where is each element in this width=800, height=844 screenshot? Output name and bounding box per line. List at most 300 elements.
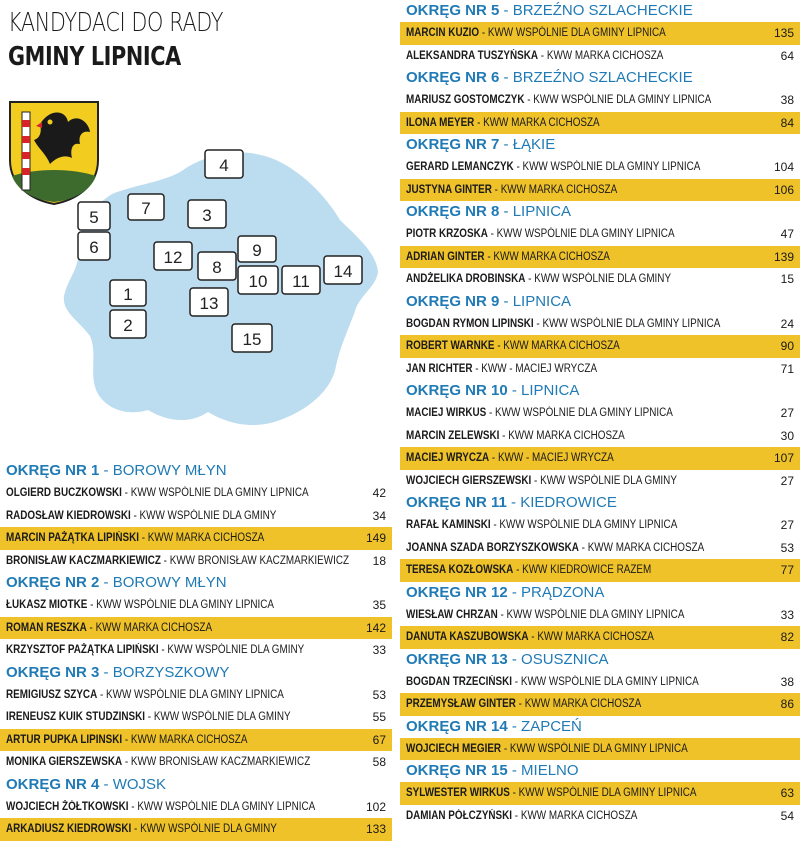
candidate-votes: 54 [780, 808, 794, 823]
district-heading [400, 492, 800, 514]
candidate-votes: 104 [773, 160, 794, 174]
name-separator: - [490, 519, 500, 531]
district-heading [400, 201, 800, 223]
candidate-text [406, 782, 697, 805]
map-label-14: 14 [333, 262, 353, 281]
candidate-row [0, 594, 392, 617]
district-list-left [0, 460, 392, 841]
district-separator: - [99, 663, 113, 681]
candidate-votes: 33 [372, 643, 386, 657]
candidate-row [0, 818, 392, 841]
candidate-committee: KWW - MACIEJ WRYCZA [497, 452, 614, 464]
name-separator: - [513, 161, 523, 173]
name-separator: - [472, 362, 482, 375]
candidate-name: ILONA MEYER [406, 116, 475, 129]
candidate-text [406, 693, 641, 716]
district-number: OKRĘG NR 3 [6, 663, 100, 681]
candidate-votes: 24 [780, 316, 794, 331]
candidate-row [400, 805, 800, 828]
title-line-1: KANDYDACI DO RADY [8, 8, 224, 38]
candidate-votes: 84 [780, 115, 794, 130]
district-separator: - [507, 717, 522, 735]
district-number: OKRĘG NR 10 [406, 382, 508, 399]
candidate-votes: 38 [780, 674, 794, 689]
candidate-text [406, 112, 600, 135]
candidate-committee: KWW MARKA CICHOSZA [483, 116, 600, 129]
candidate-name: JOANNA SZADA BORZYSZKOWSKA [406, 541, 579, 554]
map-label-5: 5 [89, 208, 99, 227]
district-number: OKRĘG NR 12 [406, 583, 508, 601]
map-label-9: 9 [252, 241, 262, 260]
candidate-row [400, 514, 800, 537]
candidate-votes: 53 [780, 540, 794, 555]
district-location: LIPNICA [521, 382, 580, 399]
name-separator: - [484, 250, 494, 263]
name-separator: - [486, 407, 496, 419]
candidate-name: ALEKSANDRA TUSZYŃSKA [406, 49, 539, 62]
name-separator: - [474, 116, 484, 129]
name-separator: - [145, 711, 154, 723]
district-separator: - [499, 2, 513, 19]
candidate-committee: KWW WSPÓLNIE DLA GMINY LIPNICA [499, 519, 678, 531]
map-label-13: 13 [199, 294, 219, 313]
map-label-10: 10 [248, 272, 268, 291]
candidate-text [406, 89, 711, 112]
candidate-votes: 27 [780, 406, 794, 420]
name-separator: - [533, 317, 543, 330]
municipality-map [40, 140, 385, 440]
name-separator: - [497, 608, 507, 621]
candidate-committee: KWW WSPÓLNIE DLA GMINY LIPNICA [509, 742, 688, 755]
district-heading [400, 67, 800, 89]
name-separator: - [515, 698, 525, 710]
district-location: ŁĄKIE [512, 136, 556, 153]
candidate-row [400, 782, 800, 805]
name-separator: - [512, 675, 521, 688]
candidate-name: ARKADIUSZ KIEDROWSKI [6, 823, 132, 835]
candidate-name: ADRIAN GINTER [406, 250, 485, 263]
candidate-committee: KWW WSPÓLNIE DLA GMINY [534, 273, 672, 285]
candidate-text [6, 684, 284, 707]
name-separator: - [491, 183, 501, 196]
candidate-votes: 34 [372, 508, 386, 523]
district-number: OKRĘG NR 1 [6, 462, 100, 479]
candidate-name: WOJCIECH ŻÓŁTKOWSKI [6, 800, 129, 813]
candidate-votes: 82 [780, 630, 794, 644]
candidate-name: ROBERT WARNKE [406, 340, 495, 352]
candidate-name: PIOTR KRZOSKA [406, 228, 488, 240]
candidate-text [406, 179, 617, 202]
district-separator: - [507, 650, 522, 668]
candidate-text [6, 706, 291, 729]
candidate-name: GERARD LEMANCZYK [406, 161, 514, 173]
candidate-row [400, 402, 800, 425]
district-heading [400, 134, 800, 156]
district-location: BOROWY MŁYN [112, 574, 227, 591]
candidate-text [406, 156, 700, 179]
candidate-committee: KWW WSPÓLNIE DLA GMINY LIPNICA [130, 487, 309, 499]
candidate-row [0, 751, 392, 774]
candidate-name: MARCIN PAŻĄTKA LIPIŃSKI [6, 532, 139, 544]
district-location: LIPNICA [512, 203, 572, 220]
candidate-row [400, 447, 800, 470]
district-heading [400, 0, 800, 22]
candidate-committee: KWW MARKA CICHOSZA [503, 340, 620, 352]
district-separator: - [499, 292, 513, 310]
candidate-votes: 64 [780, 48, 794, 63]
candidate-committee: KWW WSPÓLNIE DLA GMINY LIPNICA [487, 27, 666, 39]
district-number: OKRĘG NR 2 [6, 574, 100, 591]
candidate-text [406, 604, 684, 627]
candidate-name: ARTUR PUPKA LIPINSKI [6, 733, 123, 746]
candidate-text [6, 505, 276, 528]
district-number: OKRĘG NR 5 [406, 2, 500, 19]
candidate-name: MONIKA GIERSZEWSKA [6, 756, 123, 768]
map-label-1: 1 [123, 285, 133, 304]
candidate-name: RAFAŁ KAMINSKI [406, 519, 491, 531]
name-separator: - [97, 688, 107, 701]
name-separator: - [160, 554, 170, 567]
candidate-text [406, 22, 666, 45]
candidate-committee: KWW MARKA CICHOSZA [95, 621, 213, 634]
name-separator: - [86, 621, 96, 634]
candidate-text [406, 470, 677, 493]
district-heading [0, 774, 392, 796]
name-separator: - [130, 509, 140, 522]
name-separator: - [512, 809, 521, 822]
candidate-votes: 90 [780, 339, 794, 353]
candidate-name: PRZEMYSŁAW GINTER [406, 698, 516, 710]
candidate-row [400, 425, 800, 448]
candidate-row [0, 796, 392, 819]
district-heading [400, 649, 800, 671]
district-separator: - [99, 462, 113, 479]
district-separator: - [507, 762, 522, 779]
candidate-text [406, 805, 637, 828]
candidate-row [0, 684, 392, 707]
candidate-row [0, 482, 392, 505]
candidate-committee: KWW WSPÓLNIE DLA GMINY [140, 823, 277, 835]
district-separator: - [499, 203, 513, 220]
candidate-row [0, 639, 392, 662]
candidate-text [406, 45, 663, 68]
candidate-votes: 102 [365, 799, 386, 814]
candidate-committee: KWW MARKA CICHOSZA [524, 698, 642, 710]
candidate-text [406, 671, 699, 694]
candidate-text [406, 313, 720, 336]
candidate-text [6, 617, 212, 640]
district-separator: - [506, 494, 521, 511]
candidate-row [400, 156, 800, 179]
district-separator: - [499, 136, 513, 153]
candidate-name: JUSTYNA GINTER [406, 183, 492, 196]
district-location: KIEDROWICE [520, 494, 617, 511]
candidate-votes: 77 [780, 563, 794, 577]
candidate-votes: 106 [773, 182, 794, 197]
candidate-committee: KWW - MACIEJ WRYCZA [481, 362, 598, 375]
district-number: OKRĘG NR 4 [6, 775, 100, 793]
map-label-4: 4 [219, 156, 229, 175]
candidate-row [400, 335, 800, 358]
district-location: WOJSK [112, 775, 167, 793]
candidate-text [6, 639, 304, 662]
name-separator: - [158, 644, 168, 656]
candidate-committee: KWW MARKA CICHOSZA [546, 49, 664, 62]
candidate-name: MACIEJ WRYCZA [406, 452, 490, 464]
candidate-text [6, 818, 277, 841]
district-separator: - [499, 69, 513, 86]
candidate-row [400, 537, 800, 560]
candidate-text [406, 738, 688, 761]
candidate-row [0, 527, 392, 550]
map-label-2: 2 [123, 316, 133, 335]
candidate-name: WOJCIECH MEGIER [406, 742, 502, 755]
district-number: OKRĘG NR 8 [406, 203, 500, 220]
district-heading [400, 582, 800, 604]
candidate-committee: KWW MARKA CICHOSZA [508, 429, 625, 442]
district-separator: - [99, 574, 113, 591]
candidate-votes: 30 [780, 428, 794, 443]
candidate-committee: KWW WSPÓLNIE DLA GMINY [153, 711, 291, 723]
candidate-name: DANUTA KASZUBOWSKA [406, 631, 529, 643]
map-label-8: 8 [212, 258, 222, 277]
map-label-12: 12 [163, 248, 183, 267]
candidate-committee: KWW WSPÓLNIE DLA GMINY LIPNICA [520, 675, 699, 688]
district-list-right [400, 0, 800, 827]
candidate-votes: 139 [773, 249, 794, 264]
candidate-row [0, 617, 392, 640]
candidate-votes: 67 [372, 732, 386, 747]
candidate-row [400, 246, 800, 269]
page-title [8, 6, 308, 74]
name-separator: - [538, 49, 547, 62]
name-separator: - [494, 340, 504, 352]
candidate-committee: KWW WSPÓLNIE DLA GMINY LIPNICA [495, 407, 673, 419]
candidate-votes: 149 [365, 531, 386, 545]
candidate-committee: KWW MARKA CICHOSZA [537, 631, 654, 643]
candidate-row [400, 112, 800, 135]
candidate-votes: 27 [780, 473, 794, 488]
candidate-committee: KWW WSPÓLNIE DLA GMINY LIPNICA [518, 787, 697, 799]
candidate-votes: 33 [780, 607, 794, 622]
candidate-row [0, 550, 392, 573]
district-separator: - [507, 382, 522, 399]
map-label-7: 7 [141, 199, 151, 218]
candidate-name: MACIEJ WIRKUS [406, 407, 487, 419]
name-separator: - [528, 631, 538, 643]
candidate-votes: 27 [780, 518, 794, 532]
name-separator: - [509, 787, 519, 799]
district-location: OSUSZNICA [521, 650, 609, 668]
district-location: PRĄDZONA [521, 583, 605, 601]
candidate-text [6, 751, 310, 774]
candidate-name: MARCIN ZELEWSKI [406, 429, 500, 442]
candidate-row [0, 706, 392, 729]
district-heading [0, 460, 392, 482]
candidate-committee: KWW BRONISŁAW KACZMARKIEWICZ [169, 554, 350, 567]
candidate-name: ŁUKASZ MIOTKE [6, 599, 88, 611]
name-separator: - [501, 742, 510, 755]
candidate-row [400, 313, 800, 336]
candidate-committee: KWW WSPÓLNIE DLA GMINY LIPNICA [137, 800, 316, 813]
candidate-votes: 142 [365, 620, 386, 635]
district-number: OKRĘG NR 6 [406, 69, 500, 86]
title-line-2: GMINY LIPNICA [8, 42, 181, 72]
candidate-votes: 107 [773, 451, 794, 465]
candidate-name: JAN RICHTER [406, 362, 473, 375]
candidate-text [406, 447, 614, 470]
district-location: LIPNICA [512, 292, 572, 310]
candidate-name: MARIUSZ GOSTOMCZYK [406, 94, 525, 106]
name-separator: - [487, 228, 497, 240]
candidate-committee: KWW KIEDROWICE RAZEM [522, 564, 652, 576]
candidate-name: SYLWESTER WIRKUS [406, 787, 510, 799]
candidate-text [6, 594, 274, 617]
district-location: BOROWY MŁYN [112, 462, 227, 479]
candidate-committee: KWW MARKA CICHOSZA [147, 532, 265, 544]
name-separator: - [138, 532, 148, 544]
candidate-row [400, 45, 800, 68]
candidate-votes: 42 [372, 486, 386, 500]
candidate-text [406, 223, 675, 246]
district-location: MIELNO [521, 762, 579, 779]
candidate-committee: KWW WSPÓLNIE DLA GMINY [167, 644, 305, 656]
candidate-votes: 135 [773, 26, 794, 40]
candidate-committee: KWW WSPÓLNIE DLA GMINY LIPNICA [542, 317, 721, 330]
candidate-name: REMIGIUSZ SZYCA [6, 688, 98, 701]
candidate-row [400, 179, 800, 202]
candidate-row [400, 693, 800, 716]
candidate-committee: KWW WSPÓLNIE DLA GMINY LIPNICA [533, 94, 712, 106]
candidate-votes: 35 [372, 598, 386, 612]
candidate-name: BRONISŁAW KACZMARKIEWICZ [6, 554, 161, 567]
candidate-text [6, 482, 309, 505]
candidate-votes: 38 [780, 93, 794, 107]
candidate-votes: 133 [365, 822, 386, 836]
district-heading [400, 380, 800, 402]
district-number: OKRĘG NR 11 [406, 494, 507, 511]
candidate-row [400, 626, 800, 649]
map-label-3: 3 [202, 206, 212, 225]
candidate-committee: KWW WSPÓLNIE DLA GMINY LIPNICA [96, 599, 274, 611]
candidate-row [0, 505, 392, 528]
candidate-name: DAMIAN PÓŁCZYŃSKI [406, 809, 513, 822]
name-separator: - [122, 733, 131, 746]
candidate-row [400, 604, 800, 627]
candidate-votes: 55 [372, 710, 386, 724]
candidate-text [406, 559, 651, 582]
district-number: OKRĘG NR 13 [406, 650, 508, 668]
name-separator: - [122, 756, 131, 768]
candidate-committee: KWW MARKA CICHOSZA [587, 541, 705, 554]
district-number: OKRĘG NR 9 [406, 292, 500, 310]
map-label-15: 15 [242, 330, 262, 349]
candidate-committee: KWW WSPÓLNIE DLA GMINY LIPNICA [106, 688, 284, 701]
candidate-committee: KWW MARKA CICHOSZA [500, 183, 618, 196]
candidate-row [400, 470, 800, 493]
candidate-votes: 71 [780, 361, 794, 376]
candidate-name: ANDŻELIKA DROBINSKA [406, 273, 526, 285]
candidate-text [406, 425, 625, 448]
district-location: ZAPCEŃ [521, 717, 582, 735]
candidate-text [6, 796, 315, 819]
candidate-name: BOGDAN RYMON LIPINSKI [406, 317, 534, 330]
candidate-row [400, 223, 800, 246]
district-number: OKRĘG NR 7 [406, 136, 500, 153]
candidate-votes: 18 [372, 553, 386, 568]
candidate-committee: KWW MARKA CICHOSZA [493, 250, 610, 263]
candidate-name: MARCIN KUZIO [406, 27, 480, 39]
candidate-name: TERESA KOZŁOWSKA [406, 564, 514, 576]
name-separator: - [87, 599, 97, 611]
candidate-row [400, 358, 800, 381]
name-separator: - [513, 564, 523, 576]
candidate-committee: KWW MARKA CICHOSZA [520, 809, 638, 822]
district-separator: - [507, 583, 522, 601]
district-location: BORZYSZKOWY [112, 663, 230, 681]
candidate-row [400, 671, 800, 694]
district-heading [400, 760, 800, 782]
candidate-votes: 63 [780, 786, 794, 800]
name-separator: - [578, 541, 588, 554]
candidate-text [406, 268, 671, 291]
candidate-text [406, 402, 673, 425]
district-heading [400, 291, 800, 313]
district-number: OKRĘG NR 14 [406, 717, 508, 735]
candidate-name: RADOSŁAW KIEDROWSKI [6, 509, 131, 522]
candidate-committee: KWW WSPÓLNIE DLA GMINY [139, 509, 277, 522]
candidate-committee: KWW BRONISŁAW KACZMARKIEWICZ [130, 756, 311, 768]
district-location: BRZEŹNO SZLACHECKIE [512, 2, 693, 19]
candidate-row [400, 22, 800, 45]
candidate-votes: 53 [372, 687, 386, 702]
candidate-name: WIESŁAW CHRZAN [406, 608, 498, 621]
candidate-row [0, 729, 392, 752]
candidate-text [6, 527, 264, 550]
district-location: BRZEŹNO SZLACHECKIE [512, 69, 693, 86]
candidate-committee: KWW WSPÓLNIE DLA GMINY [540, 474, 677, 487]
candidate-committee: KWW WSPÓLNIE DLA GMINY LIPNICA [496, 228, 675, 240]
candidate-text [406, 626, 654, 649]
district-number: OKRĘG NR 15 [406, 762, 508, 779]
district-separator: - [99, 775, 113, 793]
name-separator: - [131, 823, 141, 835]
district-heading [400, 716, 800, 738]
name-separator: - [121, 487, 131, 499]
candidate-name: KRZYSZTOF PAŻĄTKA LIPIŃSKI [6, 644, 159, 656]
candidate-text [406, 537, 704, 560]
candidate-row [400, 738, 800, 761]
candidate-row [400, 89, 800, 112]
candidate-row [400, 268, 800, 291]
name-separator: - [128, 800, 138, 813]
candidate-votes: 15 [780, 272, 794, 286]
district-heading [0, 662, 392, 684]
candidate-name: BOGDAN TRZECIŃSKI [406, 675, 513, 688]
candidate-text [406, 246, 610, 269]
candidate-committee: KWW WSPÓLNIE DLA GMINY LIPNICA [506, 608, 685, 621]
candidate-row [400, 559, 800, 582]
name-separator: - [525, 273, 535, 285]
candidate-votes: 86 [780, 697, 794, 711]
candidate-votes: 58 [372, 755, 386, 769]
map-label-11: 11 [292, 272, 310, 291]
name-separator: - [479, 27, 488, 39]
district-heading [0, 572, 392, 594]
candidate-text [406, 358, 597, 381]
candidate-text [406, 514, 677, 537]
name-separator: - [499, 429, 509, 442]
